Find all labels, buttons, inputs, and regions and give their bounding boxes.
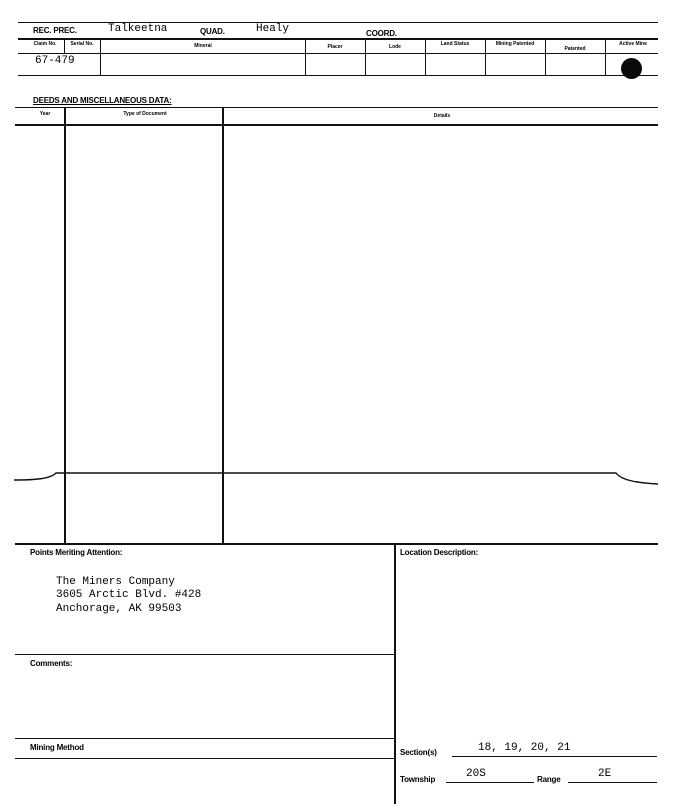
col-divider [425, 40, 426, 75]
col-header-mining-patented: Mining Patented [495, 41, 535, 47]
claim-no-value: 67-479 [35, 55, 75, 67]
active-mine-dot [621, 58, 642, 79]
sections-label: Section(s) [400, 748, 437, 757]
bottom-center-divider [394, 544, 396, 804]
comments-top-rule [15, 654, 395, 655]
claims-table-top-rule [18, 38, 658, 40]
mining-method-label: Mining Method [30, 743, 84, 752]
range-label: Range [537, 775, 561, 784]
col-header-placer: Placer [327, 44, 343, 50]
rec-prec-value: Talkeetna [108, 23, 168, 35]
deeds-lower-rule [0, 468, 678, 490]
deeds-col-type: Type of Document [123, 111, 167, 117]
deeds-section-title: DEEDS AND MISCELLANEOUS DATA: [33, 96, 172, 105]
deeds-header-rule [15, 124, 658, 126]
quad-label: QUAD. [200, 27, 225, 36]
township-label: Township [400, 775, 436, 784]
col-divider [545, 40, 546, 75]
address-line-1: The Miners Company [56, 576, 175, 588]
col-divider [605, 40, 606, 75]
col-divider [64, 40, 65, 54]
address-line-3: Anchorage, AK 99503 [56, 603, 182, 615]
col-header-lode: Lode [389, 44, 401, 50]
township-value: 20S [466, 768, 486, 780]
coord-label: COORD. [366, 29, 397, 38]
col-header-serial-no: Serial No. [70, 41, 94, 47]
deeds-top-rule [15, 107, 658, 108]
points-meriting-label: Points Meriting Attention: [30, 548, 123, 557]
claims-table-bottom-rule [18, 75, 658, 76]
col-divider [485, 40, 486, 75]
range-underline [568, 782, 657, 783]
deeds-col-details: Details [433, 113, 451, 119]
col-header-patented: Patented [564, 46, 586, 52]
col-divider [100, 40, 101, 75]
sections-underline [452, 756, 657, 757]
bottom-section-top-rule [15, 543, 658, 545]
quad-value: Healy [256, 23, 290, 35]
col-header-mineral: Mineral [194, 43, 212, 49]
address-line-2: 3605 Arctic Blvd. #428 [56, 589, 202, 601]
comments-label: Comments: [30, 659, 73, 668]
claims-table-header-rule [18, 53, 658, 54]
mining-method-bottom-rule [15, 758, 395, 759]
sections-value: 18, 19, 20, 21 [478, 742, 571, 754]
rec-prec-label: REC. PREC. [33, 26, 77, 35]
location-description-label: Location Description: [400, 548, 479, 557]
col-header-claim-no: Claim No. [33, 41, 57, 47]
range-value: 2E [598, 768, 612, 780]
township-underline [446, 782, 534, 783]
col-header-land-status: Land Status [440, 41, 470, 47]
col-header-active-mine: Active Mine [619, 41, 647, 47]
deeds-col-year: Year [39, 111, 51, 117]
mining-method-top-rule [15, 738, 395, 739]
